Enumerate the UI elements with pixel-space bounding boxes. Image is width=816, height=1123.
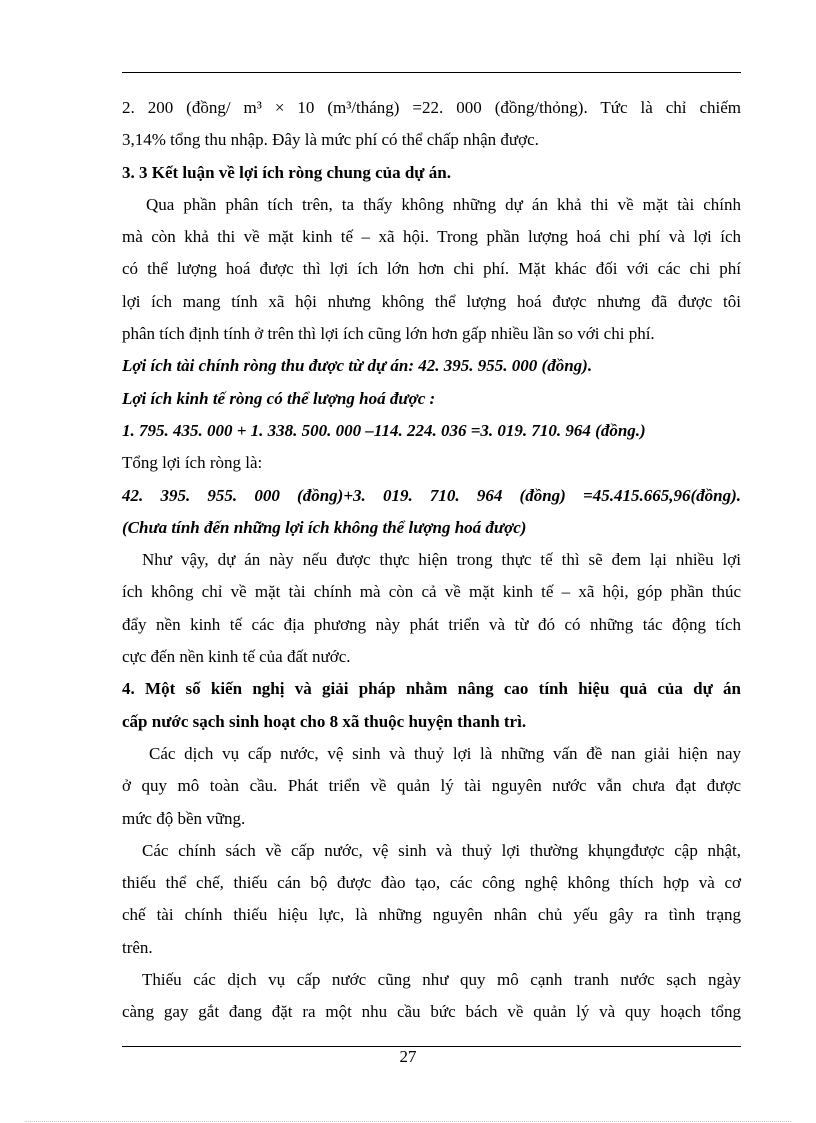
total-benefit-label: Tổng lợi ích ròng là: [122, 453, 263, 473]
paragraph-line: đẩy nền kinh tế các địa phương này phát triển và từ đó có những tác động tích [122, 614, 741, 634]
section-heading: 4. Một số kiến nghị và giải pháp nhằm nâng cao tính hiệu quả của dự án [122, 679, 741, 699]
paragraph-line: Thiếu các dịch vụ cấp nước cũng như quy mô cạnh tranh nước sạch ngày [142, 970, 741, 990]
paragraph-line: 3,14% tổng thu nhập. Đây là mức phí có thể chấp nhận được. [122, 130, 539, 150]
financial-benefit-line: Lợi ích tài chính ròng thu được từ dự án: 42. 395. 955. 000 (đồng). [122, 356, 593, 376]
paragraph-line: mức độ bền vững. [122, 808, 246, 828]
total-benefit-note: (Chưa tính đến những lợi ích không thể lượng hoá được) [122, 517, 527, 537]
paragraph-line: ích không chỉ về mặt tài chính mà còn cả về mặt kinh tế – xã hội, góp phần thúc [122, 582, 741, 602]
total-benefit-formula: 42. 395. 955. 000 (đồng)+3. 019. 710. 964 (đồng) =45.415.665,96(đồng). [122, 485, 741, 505]
economic-benefit-label: Lợi ích kinh tế ròng có thể lượng hoá được : [122, 388, 436, 408]
paragraph-line: chế tài chính thiếu hiệu lực, là những nguyên nhân chủ yếu gây ra tình trạng [122, 905, 741, 925]
paragraph-line: Qua phần phân tích trên, ta thấy không những dự án khả thi về mặt tài chính [146, 194, 741, 214]
header-rule [122, 72, 741, 73]
page-body [122, 92, 741, 1029]
page-number: 27 [399, 1047, 417, 1066]
section-heading: 3. 3 Kết luận về lợi ích ròng chung của dự án. [122, 162, 451, 182]
paragraph-line: ở quy mô toàn cầu. Phát triển về quản lý tài nguyên nước vẫn chưa đạt được [122, 776, 741, 796]
section-heading-cont: cấp nước sạch sinh hoạt cho 8 xã thuộc huyện thanh trì. [122, 711, 527, 731]
paragraph-line: mà còn khả thi về mặt kinh tế – xã hội. Trong phần lượng hoá chi phí và lợi ích [122, 227, 741, 247]
paragraph-line: cực đến nền kinh tế của đất nước. [122, 647, 351, 667]
paragraph-line: càng gay gắt đang đặt ra một nhu cầu bức bách về quản lý và quy hoạch tổng [122, 1002, 741, 1022]
paragraph-line: Các dịch vụ cấp nước, vệ sinh và thuỷ lợi là những vấn đề nan giải hiện nay [149, 743, 741, 763]
paragraph-line: có thể lượng hoá được thì lợi ích lớn hơn chi phí. Mặt khác đối với các chi phí [122, 259, 741, 279]
economic-benefit-formula: 1. 795. 435. 000 + 1. 338. 500. 000 –114. 224. 036 =3. 019. 710. 964 (đồng.) [122, 420, 646, 440]
paragraph-line: 2. 200 (đồng/ m³ × 10 (m³/tháng) =22. 000 (đồng/thỏng). Tức là chỉ chiếm [122, 98, 741, 117]
paragraph-line: trên. [122, 937, 153, 957]
paragraph-line: phân tích định tính ở trên thì lợi ích cũng lớn hơn gấp nhiều lần so với chi phí. [122, 324, 655, 344]
paragraph-line: Như vậy, dự án này nếu được thực hiện trong thực tế thì sẽ đem lại nhiều lợi [142, 550, 741, 570]
paragraph-line: thiếu thể chế, thiếu cán bộ được đào tạo, các công nghệ không thích hợp và cơ [122, 873, 741, 893]
paragraph-line: Các chính sách về cấp nước, vệ sinh và thuỷ lợi thường khụngđược cập nhật, [142, 840, 741, 860]
page-edge-divider [25, 1121, 791, 1122]
paragraph-line: lợi ích mang tính xã hội nhưng không thể lượng hoá được nhưng đã được tôi [122, 291, 741, 311]
